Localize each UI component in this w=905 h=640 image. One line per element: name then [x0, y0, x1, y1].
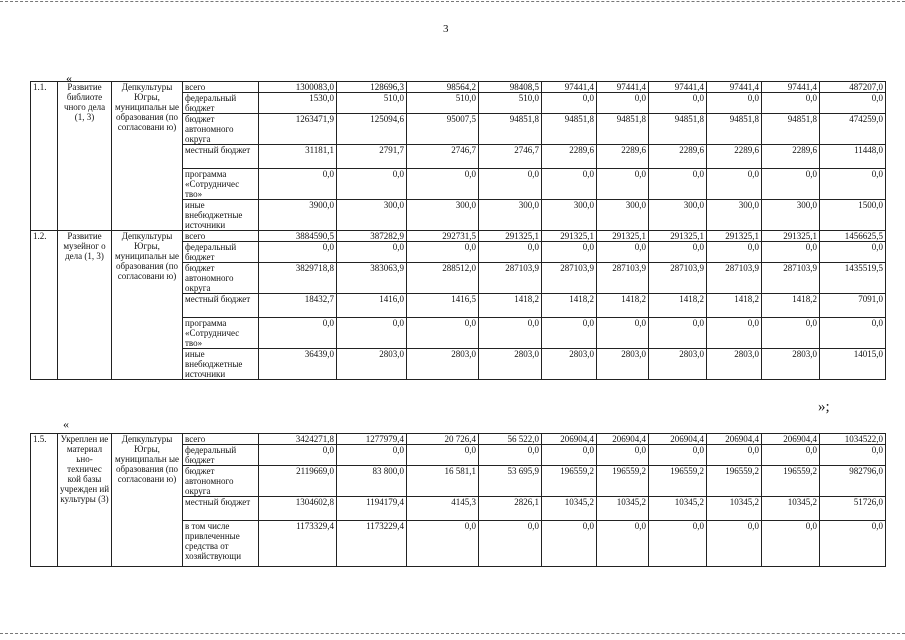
amount-cell: 287103,9	[707, 263, 762, 294]
amount-cell: 0,0	[649, 242, 707, 263]
amount-cell: 196559,2	[762, 466, 820, 497]
amount-cell: 206904,4	[762, 434, 820, 445]
amount-cell: 196559,2	[542, 466, 597, 497]
amount-cell: 0,0	[407, 521, 479, 567]
amount-cell: 14015,0	[820, 349, 886, 380]
amount-cell: 291325,1	[707, 231, 762, 242]
amount-cell: 0,0	[479, 169, 542, 200]
amount-cell: 97441,4	[707, 82, 762, 93]
amount-cell: 94851,8	[479, 114, 542, 145]
amount-cell: 0,0	[649, 521, 707, 567]
amount-cell: 2803,0	[649, 349, 707, 380]
amount-cell: 300,0	[597, 200, 649, 231]
amount-cell: 56 522,0	[479, 434, 542, 445]
amount-cell: 2803,0	[542, 349, 597, 380]
amount-cell: 0,0	[649, 445, 707, 466]
amount-cell: 0,0	[762, 445, 820, 466]
amount-cell: 10345,2	[707, 497, 762, 521]
amount-cell: 0,0	[762, 93, 820, 114]
amount-cell: 2289,6	[649, 145, 707, 169]
amount-cell: 98564,2	[407, 82, 479, 93]
funding-source-cell: всего	[183, 82, 259, 93]
amount-cell: 2746,7	[479, 145, 542, 169]
amount-cell: 1418,2	[649, 294, 707, 318]
funding-source-cell: местный бюджет	[183, 145, 259, 169]
item-number-cell: 1.1.	[31, 82, 58, 231]
amount-cell: 383063,9	[337, 263, 407, 294]
amount-cell: 0,0	[597, 169, 649, 200]
amount-cell: 94851,8	[597, 114, 649, 145]
amount-cell: 0,0	[479, 242, 542, 263]
amount-cell: 0,0	[259, 445, 337, 466]
amount-cell: 2289,6	[542, 145, 597, 169]
amount-cell: 94851,8	[762, 114, 820, 145]
amount-cell: 0,0	[707, 318, 762, 349]
amount-cell: 300,0	[337, 200, 407, 231]
amount-cell: 2289,6	[707, 145, 762, 169]
funding-source-cell: программа «Сотрудничес тво»	[183, 318, 259, 349]
amount-cell: 300,0	[707, 200, 762, 231]
funding-source-cell: иные внебюджетные источники	[183, 349, 259, 380]
amount-cell: 1416,5	[407, 294, 479, 318]
amount-cell: 51726,0	[820, 497, 886, 521]
amount-cell: 1500,0	[820, 200, 886, 231]
amount-cell: 18432,7	[259, 294, 337, 318]
amount-cell: 1173229,4	[337, 521, 407, 567]
amount-cell: 0,0	[820, 445, 886, 466]
amount-cell: 1416,0	[337, 294, 407, 318]
amount-cell: 20 726,4	[407, 434, 479, 445]
funding-source-cell: иные внебюджетные источники	[183, 200, 259, 231]
funding-source-cell: в том числе привлеченные средства от хозяйствующи	[183, 521, 259, 567]
amount-cell: 0,0	[259, 318, 337, 349]
amount-cell: 196559,2	[597, 466, 649, 497]
amount-cell: 510,0	[337, 93, 407, 114]
item-name-cell: Развитие библиоте чного дела (1, 3)	[58, 82, 112, 231]
executor-cell: Депкультуры Югры, муниципальн ые образования (по согласовани ю)	[112, 82, 183, 231]
amount-cell: 98408,5	[479, 82, 542, 93]
funding-source-cell: федеральный бюджет	[183, 445, 259, 466]
amount-cell: 982796,0	[820, 466, 886, 497]
amount-cell: 11448,0	[820, 145, 886, 169]
amount-cell: 0,0	[259, 169, 337, 200]
top-edge-line	[0, 1, 905, 2]
amount-cell: 83 800,0	[337, 466, 407, 497]
executor-cell: Депкультуры Югры, муниципальн ые образования (по согласовани ю)	[112, 231, 183, 380]
amount-cell: 300,0	[407, 200, 479, 231]
amount-cell: 7091,0	[820, 294, 886, 318]
amount-cell: 10345,2	[542, 497, 597, 521]
amount-cell: 300,0	[542, 200, 597, 231]
amount-cell: 0,0	[407, 318, 479, 349]
amount-cell: 0,0	[479, 521, 542, 567]
amount-cell: 0,0	[337, 445, 407, 466]
table-row	[31, 231, 886, 242]
amount-cell: 0,0	[542, 521, 597, 567]
amount-cell: 0,0	[597, 318, 649, 349]
funding-source-cell: федеральный бюджет	[183, 93, 259, 114]
amount-cell: 300,0	[762, 200, 820, 231]
amount-cell: 206904,4	[649, 434, 707, 445]
closing-quote: »;	[818, 399, 830, 415]
funding-source-cell: всего	[183, 434, 259, 445]
amount-cell: 0,0	[597, 521, 649, 567]
amount-cell: 97441,4	[762, 82, 820, 93]
amount-cell: 0,0	[820, 521, 886, 567]
amount-cell: 3884590,5	[259, 231, 337, 242]
amount-cell: 31181,1	[259, 145, 337, 169]
amount-cell: 1418,2	[597, 294, 649, 318]
funding-source-cell: бюджет автономного округа	[183, 263, 259, 294]
amount-cell: 291325,1	[762, 231, 820, 242]
amount-cell: 2803,0	[597, 349, 649, 380]
amount-cell: 287103,9	[762, 263, 820, 294]
amount-cell: 1418,2	[762, 294, 820, 318]
amount-cell: 0,0	[542, 318, 597, 349]
funding-source-cell: бюджет автономного округа	[183, 114, 259, 145]
amount-cell: 206904,4	[542, 434, 597, 445]
amount-cell: 2791,7	[337, 145, 407, 169]
bottom-edge-line	[0, 633, 905, 634]
amount-cell: 287103,9	[597, 263, 649, 294]
amount-cell: 10345,2	[649, 497, 707, 521]
amount-cell: 196559,2	[707, 466, 762, 497]
amount-cell: 291325,1	[597, 231, 649, 242]
amount-cell: 10345,2	[762, 497, 820, 521]
amount-cell: 1034522,0	[820, 434, 886, 445]
amount-cell: 4145,3	[407, 497, 479, 521]
amount-cell: 510,0	[407, 93, 479, 114]
amount-cell: 3829718,8	[259, 263, 337, 294]
amount-cell: 510,0	[479, 93, 542, 114]
funding-table-2	[30, 433, 886, 567]
amount-cell: 0,0	[259, 242, 337, 263]
amount-cell: 2803,0	[407, 349, 479, 380]
amount-cell: 0,0	[337, 242, 407, 263]
amount-cell: 0,0	[762, 318, 820, 349]
amount-cell: 0,0	[649, 318, 707, 349]
amount-cell: 1194179,4	[337, 497, 407, 521]
table-row	[31, 82, 886, 93]
amount-cell: 0,0	[542, 169, 597, 200]
amount-cell: 474259,0	[820, 114, 886, 145]
amount-cell: 94851,8	[707, 114, 762, 145]
funding-source-cell: всего	[183, 231, 259, 242]
amount-cell: 0,0	[649, 93, 707, 114]
opening-quote-1: «	[66, 71, 72, 85]
amount-cell: 97441,4	[542, 82, 597, 93]
amount-cell: 487207,0	[820, 82, 886, 93]
amount-cell: 1300083,0	[259, 82, 337, 93]
amount-cell: 2826,1	[479, 497, 542, 521]
funding-source-cell: местный бюджет	[183, 497, 259, 521]
amount-cell: 0,0	[707, 445, 762, 466]
amount-cell: 0,0	[597, 242, 649, 263]
funding-source-cell: местный бюджет	[183, 294, 259, 318]
amount-cell: 94851,8	[542, 114, 597, 145]
amount-cell: 291325,1	[542, 231, 597, 242]
amount-cell: 16 581,1	[407, 466, 479, 497]
amount-cell: 1530,0	[259, 93, 337, 114]
funding-source-cell: программа «Сотрудничес тво»	[183, 169, 259, 200]
amount-cell: 53 695,9	[479, 466, 542, 497]
amount-cell: 2289,6	[762, 145, 820, 169]
amount-cell: 0,0	[337, 318, 407, 349]
amount-cell: 1456625,5	[820, 231, 886, 242]
amount-cell: 3900,0	[259, 200, 337, 231]
amount-cell: 206904,4	[597, 434, 649, 445]
amount-cell: 0,0	[762, 242, 820, 263]
amount-cell: 2803,0	[337, 349, 407, 380]
amount-cell: 2803,0	[479, 349, 542, 380]
amount-cell: 0,0	[762, 521, 820, 567]
executor-cell: Депкультуры Югры, муниципальн ые образования (по согласовани ю)	[112, 434, 183, 567]
funding-source-cell: бюджет автономного округа	[183, 466, 259, 497]
item-number-cell: 1.2.	[31, 231, 58, 380]
amount-cell: 1304602,8	[259, 497, 337, 521]
amount-cell: 1263471,9	[259, 114, 337, 145]
amount-cell: 1418,2	[542, 294, 597, 318]
table-row	[31, 434, 886, 445]
amount-cell: 1418,2	[707, 294, 762, 318]
amount-cell: 128696,3	[337, 82, 407, 93]
amount-cell: 0,0	[479, 445, 542, 466]
amount-cell: 300,0	[649, 200, 707, 231]
amount-cell: 287103,9	[542, 263, 597, 294]
amount-cell: 10345,2	[597, 497, 649, 521]
amount-cell: 2803,0	[762, 349, 820, 380]
amount-cell: 1418,2	[479, 294, 542, 318]
amount-cell: 291325,1	[649, 231, 707, 242]
amount-cell: 0,0	[479, 318, 542, 349]
amount-cell: 0,0	[820, 169, 886, 200]
amount-cell: 0,0	[542, 242, 597, 263]
amount-cell: 0,0	[407, 445, 479, 466]
amount-cell: 196559,2	[649, 466, 707, 497]
amount-cell: 0,0	[597, 445, 649, 466]
amount-cell: 0,0	[542, 445, 597, 466]
amount-cell: 1277979,4	[337, 434, 407, 445]
amount-cell: 97441,4	[649, 82, 707, 93]
amount-cell: 288512,0	[407, 263, 479, 294]
item-number-cell: 1.5.	[31, 434, 58, 567]
amount-cell: 287103,9	[479, 263, 542, 294]
amount-cell: 206904,4	[707, 434, 762, 445]
amount-cell: 2746,7	[407, 145, 479, 169]
amount-cell: 387282,9	[337, 231, 407, 242]
amount-cell: 94851,8	[649, 114, 707, 145]
amount-cell: 1173329,4	[259, 521, 337, 567]
funding-source-cell: федеральный бюджет	[183, 242, 259, 263]
amount-cell: 0,0	[707, 93, 762, 114]
amount-cell: 0,0	[407, 169, 479, 200]
amount-cell: 0,0	[820, 318, 886, 349]
amount-cell: 36439,0	[259, 349, 337, 380]
amount-cell: 291325,1	[479, 231, 542, 242]
item-name-cell: Укреплен ие материал ьно- техничес кой базы учрежден ий культуры (3)	[58, 434, 112, 567]
amount-cell: 3424271,8	[259, 434, 337, 445]
page-number: 3	[443, 23, 449, 35]
amount-cell: 0,0	[820, 242, 886, 263]
amount-cell: 0,0	[820, 93, 886, 114]
amount-cell: 0,0	[707, 242, 762, 263]
amount-cell: 0,0	[337, 169, 407, 200]
amount-cell: 1435519,5	[820, 263, 886, 294]
amount-cell: 287103,9	[649, 263, 707, 294]
amount-cell: 2803,0	[707, 349, 762, 380]
amount-cell: 0,0	[649, 169, 707, 200]
amount-cell: 0,0	[707, 169, 762, 200]
amount-cell: 292731,5	[407, 231, 479, 242]
funding-table-1	[30, 81, 886, 380]
amount-cell: 95007,5	[407, 114, 479, 145]
amount-cell: 0,0	[707, 521, 762, 567]
amount-cell: 300,0	[479, 200, 542, 231]
amount-cell: 2119669,0	[259, 466, 337, 497]
amount-cell: 97441,4	[597, 82, 649, 93]
item-name-cell: Развитие музейног о дела (1, 3)	[58, 231, 112, 380]
amount-cell: 0,0	[762, 169, 820, 200]
amount-cell: 0,0	[597, 93, 649, 114]
opening-quote-2: «	[63, 417, 69, 431]
amount-cell: 0,0	[542, 93, 597, 114]
amount-cell: 125094,6	[337, 114, 407, 145]
amount-cell: 0,0	[407, 242, 479, 263]
amount-cell: 2289,6	[597, 145, 649, 169]
